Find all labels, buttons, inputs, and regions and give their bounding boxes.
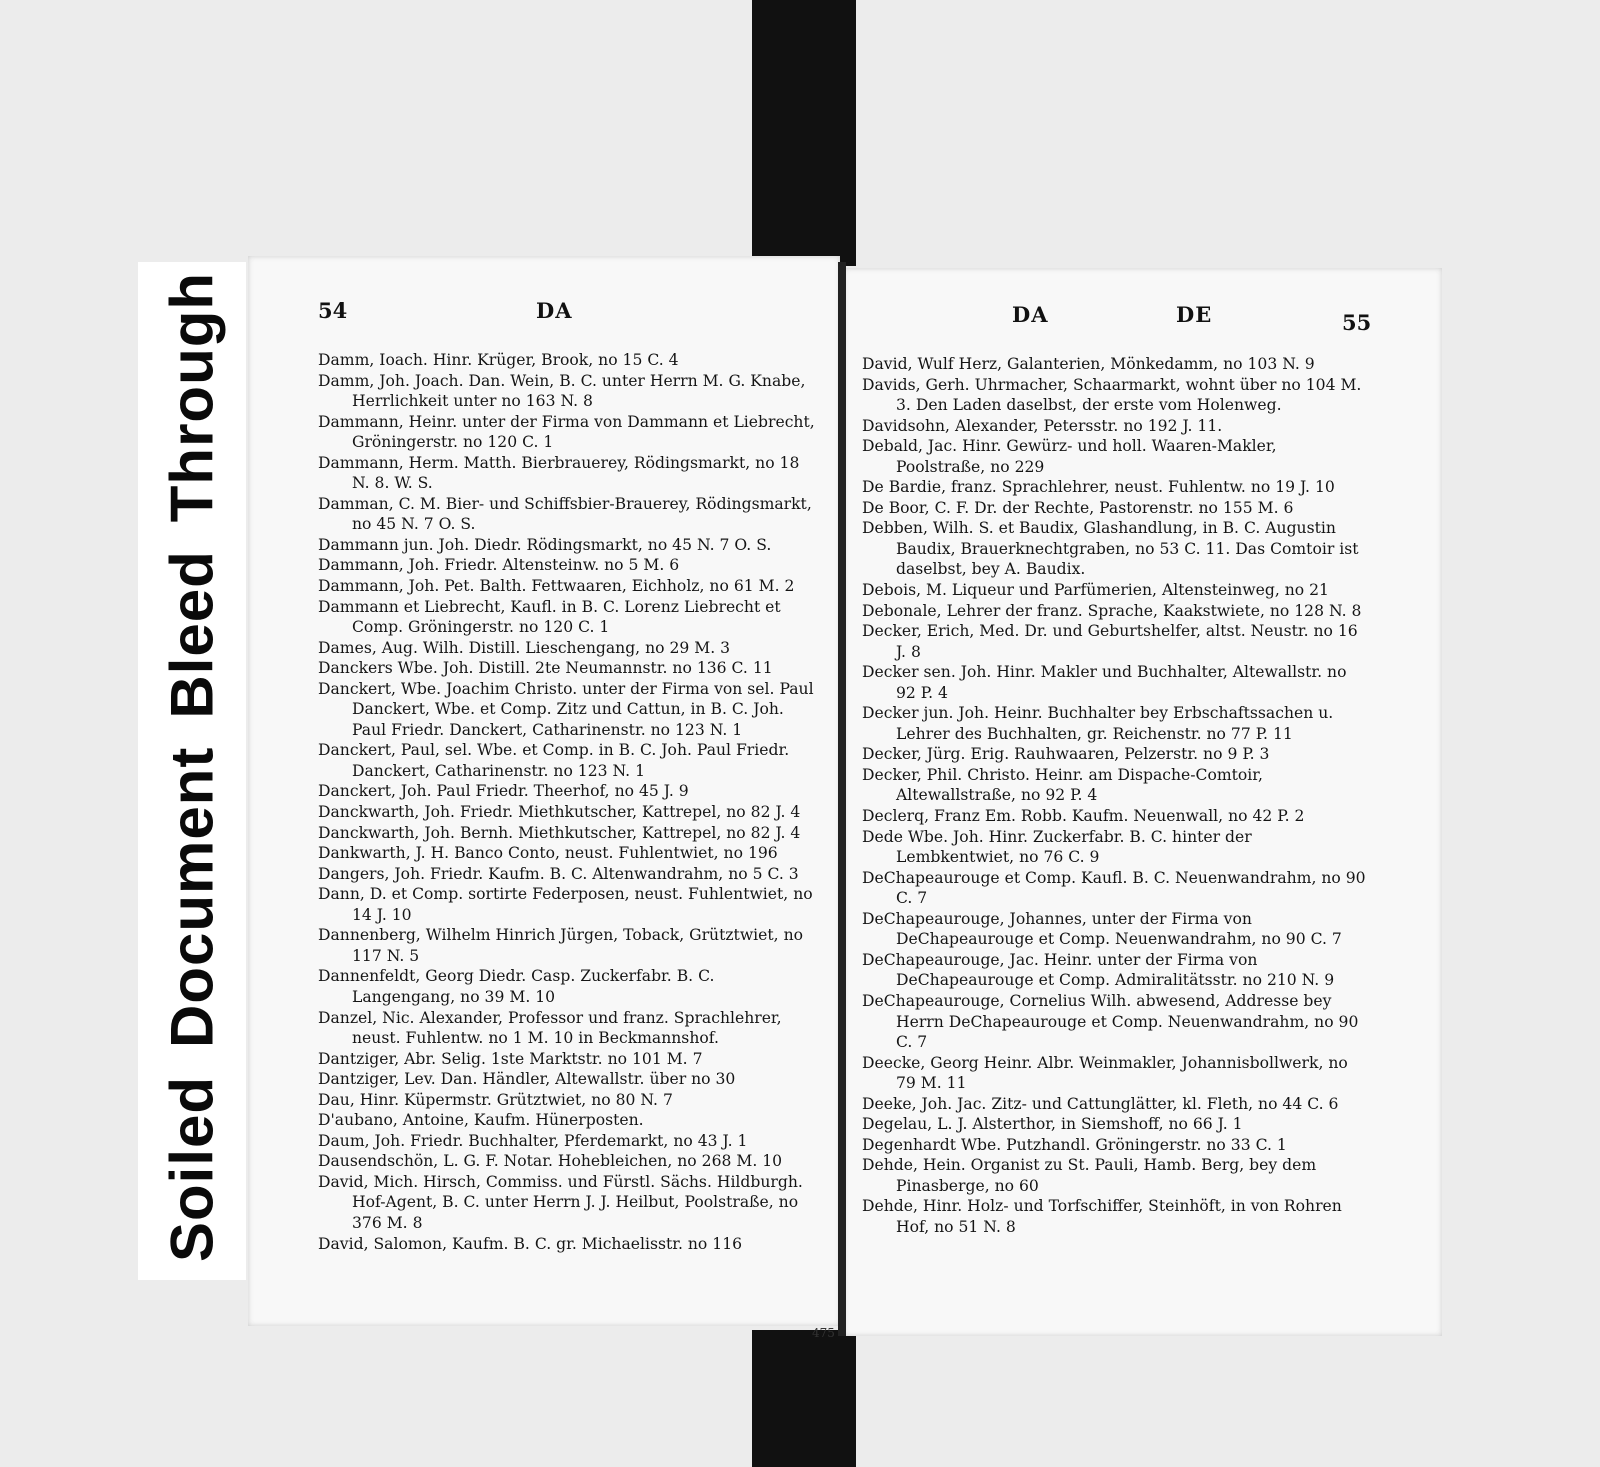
left-page-number: 54 [318, 298, 348, 323]
directory-entry: De Bardie, franz. Sprachlehrer, neust. Fuhlentw. no 19 J. 10 [862, 478, 1335, 497]
directory-entry: Danckwarth, Joh. Bernh. Miethkutscher, Kattrepel, no 82 J. 4 [318, 823, 801, 842]
directory-entry: Dau, Hinr. Küpermstr. Grütztwiet, no 80 N. 7 [318, 1090, 673, 1109]
directory-entry: Danckert, Paul, sel. Wbe. et Comp. in B. C. Joh. Paul Friedr. Danckert, Catharinenstr. no 123 N. 1 [318, 741, 790, 780]
directory-entry: Debonale, Lehrer der franz. Sprache, Kaakstwiete, no 128 N. 8 [862, 601, 1362, 620]
directory-entry: Dede Wbe. Joh. Hinr. Zuckerfabr. B. C. hinter der Lembkentwiet, no 76 C. 9 [862, 827, 1252, 867]
directory-entry: Dannenberg, Wilhelm Hinrich Jürgen, Toback, Grütztwiet, no 117 N. 5 [318, 926, 803, 965]
directory-entry: Dames, Aug. Wilh. Distill. Lieschengang, no 29 M. 3 [318, 638, 731, 657]
directory-entry: Danckert, Wbe. Joachim Christo. unter der Firma von sel. Paul Danckert, Wbe. et Comp. Zitz und Cattun, in B. C. Joh. Paul Friedr. Danckert, Catharinenstr. no 123 N. 1 [318, 679, 814, 739]
directory-entry: Dammann, Joh. Pet. Balth. Fettwaaren, Eichholz, no 61 M. 2 [318, 577, 795, 596]
side-label-word-4: Through [158, 271, 226, 523]
directory-entry: Danckers Wbe. Joh. Distill. 2te Neumannstr. no 136 C. 11 [318, 659, 773, 678]
directory-entry: Decker, Phil. Christo. Heinr. am Dispache-Comtoir, Altewallstraße, no 92 P. 4 [862, 765, 1263, 805]
footer-mark: 475 [812, 1326, 835, 1340]
directory-entry: Danzel, Nic. Alexander, Professor und franz. Sprachlehrer, neust. Fuhlentw. no 1 M. 10 in Beckmannshof. [318, 1008, 782, 1048]
left-directory-entries [318, 350, 820, 1254]
directory-entry: Danckert, Joh. Paul Friedr. Theerhof, no 45 J. 9 [318, 782, 689, 801]
right-running-head-left: DA [1012, 302, 1049, 327]
directory-entry: Dantziger, Abr. Selig. 1ste Marktstr. no 101 M. 7 [318, 1049, 703, 1068]
directory-entry: Dehde, Hein. Organist zu St. Pauli, Hamb. Berg, bey dem Pinasberge, no 60 [862, 1156, 1317, 1195]
side-label-word-1: Soiled [158, 1075, 226, 1262]
directory-entry: Deeke, Joh. Jac. Zitz- und Cattunglätter, kl. Fleth, no 44 C. 6 [862, 1094, 1339, 1113]
directory-entry: Dankwarth, J. H. Banco Conto, neust. Fuhlentwiet, no 196 [318, 844, 778, 863]
directory-entry: Declerq, Franz Em. Robb. Kaufm. Neuenwall, no 42 P. 2 [862, 807, 1305, 826]
directory-entry: Debois, M. Liqueur und Parfümerien, Altensteinweg, no 21 [862, 581, 1329, 600]
directory-entry: David, Mich. Hirsch, Commiss. und Fürstl. Sächs. Hildburgh. Hof-Agent, B. C. unter Herrn J. J. Heilbut, Poolstraße, no 376 M. 8 [318, 1172, 803, 1232]
directory-entry: Dammann et Liebrecht, Kaufl. in B. C. Lorenz Liebrecht et Comp. Gröningerstr. no 120 C. 1 [318, 597, 781, 637]
right-directory-entries [862, 354, 1366, 1238]
directory-entry: Daum, Joh. Friedr. Buchhalter, Pferdemarkt, no 43 J. 1 [318, 1131, 748, 1150]
directory-entry: Degenhardt Wbe. Putzhandl. Gröningerstr. no 33 C. 1 [862, 1135, 1287, 1154]
directory-entry: Debald, Jac. Hinr. Gewürz- und holl. Waaren-Makler, Poolstraße, no 229 [862, 437, 1277, 476]
side-label-text [158, 266, 227, 1276]
directory-entry: De Boor, C. F. Dr. der Rechte, Pastorenstr. no 155 M. 6 [862, 498, 1294, 517]
directory-entry: David, Salomon, Kaufm. B. C. gr. Michaelisstr. no 116 [318, 1234, 743, 1253]
directory-entry: DeChapeaurouge, Johannes, unter der Firma von DeChapeaurouge et Comp. Neuenwandrahm, no 90 C. 7 [862, 909, 1342, 949]
directory-entry: DeChapeaurouge, Cornelius Wilh. abwesend, Addresse bey Herrn DeChapeaurouge et Comp. Neuenwandrahm, no 90 C. 7 [862, 991, 1359, 1052]
side-label-word-3: Bleed [158, 550, 226, 719]
directory-entry: D'aubano, Antoine, Kaufm. Hünerposten. [318, 1111, 644, 1130]
directory-entry: Damm, Ioach. Hinr. Krüger, Brook, no 15 C. 4 [318, 351, 679, 369]
directory-entry: David, Wulf Herz, Galanterien, Mönkedamm, no 103 N. 9 [862, 355, 1315, 373]
directory-entry: Dammann, Heinr. unter der Firma von Dammann et Liebrecht, Gröningerstr. no 120 C. 1 [318, 412, 815, 452]
directory-entry: Deecke, Georg Heinr. Albr. Weinmakler, Johannisbollwerk, no 79 M. 11 [862, 1053, 1348, 1093]
directory-entry: Davids, Gerh. Uhrmacher, Schaarmarkt, wohnt über no 104 M. 3. Den Laden daselbst, der erste vom Holenweg. [862, 375, 1362, 415]
directory-entry: Davidsohn, Alexander, Petersstr. no 192 J. 11. [862, 416, 1223, 435]
directory-entry: Dammann, Herm. Matth. Bierbrauerey, Rödingsmarkt, no 18 N. 8. W. S. [318, 453, 800, 493]
directory-entry: Degelau, L. J. Alsterthor, in Siemshoff, no 66 J. 1 [862, 1115, 1243, 1134]
directory-entry: Decker jun. Joh. Heinr. Buchhalter bey Erbschaftssachen u. Lehrer des Buchhalten, gr. Reichenstr. no 77 P. 11 [862, 704, 1334, 743]
soiled-document-label [138, 262, 246, 1280]
directory-entry: Dantziger, Lev. Dan. Händler, Altewallstr. über no 30 [318, 1070, 736, 1089]
directory-entry: Damm, Joh. Joach. Dan. Wein, B. C. unter Herrn M. G. Knabe, Herrlichkeit unter no 163 N. 8 [318, 371, 806, 411]
directory-entry: Dausendschön, L. G. F. Notar. Hohebleichen, no 268 M. 10 [318, 1152, 783, 1171]
side-label-word-2: Document [158, 746, 226, 1048]
directory-entry: Danckwarth, Joh. Friedr. Miethkutscher, Kattrepel, no 82 J. 4 [318, 803, 801, 822]
directory-entry: Decker, Erich, Med. Dr. und Geburtshelfer, altst. Neustr. no 16 J. 8 [862, 622, 1358, 661]
binding-strip-top [752, 0, 856, 266]
left-running-head: DA [536, 298, 573, 323]
directory-entry: Dann, D. et Comp. sortirte Federposen, neust. Fuhlentwiet, no 14 J. 10 [318, 885, 813, 924]
directory-entry: Dannenfeldt, Georg Diedr. Casp. Zuckerfabr. B. C. Langengang, no 39 M. 10 [318, 967, 715, 1006]
directory-entry: DeChapeaurouge et Comp. Kaufl. B. C. Neuenwandrahm, no 90 C. 7 [862, 868, 1366, 908]
directory-entry: Dangers, Joh. Friedr. Kaufm. B. C. Altenwandrahm, no 5 C. 3 [318, 864, 799, 883]
directory-entry: DeChapeaurouge, Jac. Heinr. unter der Firma von DeChapeaurouge et Comp. Admiralitätsstr. no 210 N. 9 [862, 950, 1335, 990]
directory-entry: Dehde, Hinr. Holz- und Torfschiffer, Steinhöft, in von Rohren Hof, no 51 N. 8 [862, 1197, 1342, 1236]
right-running-head-right: DE [1176, 302, 1213, 327]
directory-entry: Decker sen. Joh. Hinr. Makler und Buchhalter, Altewallstr. no 92 P. 4 [862, 663, 1347, 702]
directory-entry: Dammann, Joh. Friedr. Altensteinw. no 5 M. 6 [318, 556, 680, 575]
directory-entry: Dammann jun. Joh. Diedr. Rödingsmarkt, no 45 N. 7 O. S. [318, 535, 772, 554]
directory-entry: Debben, Wilh. S. et Baudix, Glashandlung, in B. C. Augustin Baudix, Brauerknechtgraben, no 53 C. 11. Das Comtoir ist daselbst, bey A. Baudix. [862, 519, 1359, 579]
page-gutter [838, 262, 846, 1336]
right-page-number: 55 [1342, 310, 1372, 335]
directory-entry: Damman, C. M. Bier- und Schiffsbier-Brauerey, Rödingsmarkt, no 45 N. 7 O. S. [318, 494, 812, 534]
directory-entry: Decker, Jürg. Erig. Rauhwaaren, Pelzerstr. no 9 P. 3 [862, 745, 1270, 764]
binding-strip-bottom [752, 1330, 856, 1467]
